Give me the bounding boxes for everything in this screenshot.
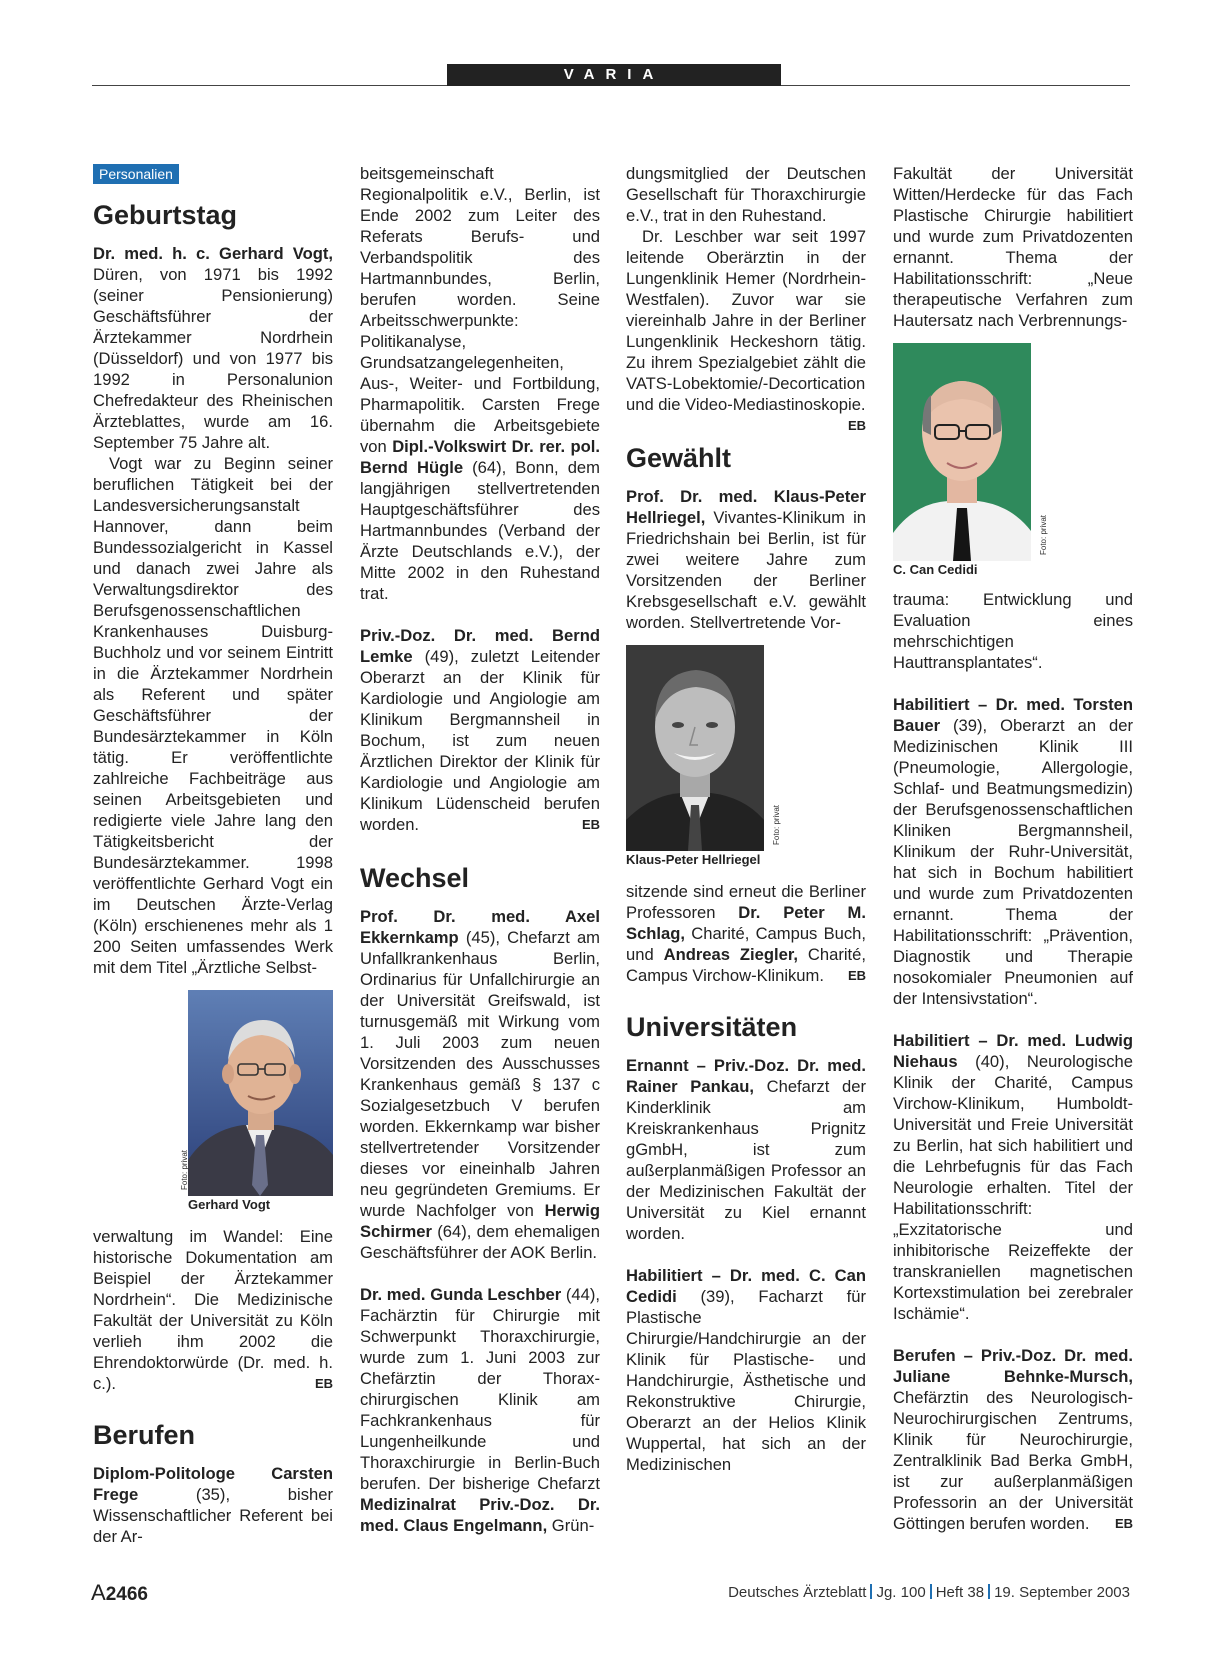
author-initials: EB (314, 1376, 333, 1391)
separator (988, 1584, 990, 1599)
paragraph: Prof. Dr. med. Axel Ekkernkamp (45), Chefarzt am Unfallkrankenhaus Berlin, Ordinarius für Unfallchirurgie an der Universität Greifswald, ist turnusgemäß mit Wirkung vom 1. Juli 2003 zum neuen Vorsitzenden des Ausschusses Krankenhaus gemäß § 137 c Sozialgesetzbuch V berufen worden. Ekkernkamp war bisher stellvertretender Vorsitzender dieses vor eineinhalb Jahren neu gegründeten Gremiums. Er wurde Nachfolger von Herwig Schirmer (64), dem ehemaligen Geschäftsführer der AOK Berlin. (360, 907, 600, 1262)
paragraph: Dr. med. h. c. Gerhard Vogt, Düren, von 1971 bis 1992 (seiner Pensionierung) Geschäftsführer der Ärztekammer Nordrhein (Düsseldorf) und von 1977 bis 1992 in Personalunion Chefredakteur des Rheinischen Ärzteblattes, wurde am 16. September 75 Jahre alt. (93, 244, 333, 452)
column-4 (893, 163, 1133, 1534)
paragraph: Habilitiert – Dr. med. Ludwig Niehaus (40), Neurologische Klinik der Charité, Campus Virchow-Klinikum, Humboldt-Universität und Freie Universität zu Berlin, hat sich habilitiert und die Lehrbefugnis für das Fach Neurologie erhalten. Titel der Habilitationsschrift: „Exzitatorische und inhibitorische Reizeffekte der transkraniellen magnetischen Kortexstimulation bei zerebraler Ischämie“. (893, 1031, 1133, 1323)
author-initials: EB (847, 418, 866, 433)
author-initials: EB (581, 817, 600, 832)
paragraph: Dr. med. Gunda Leschber (44), Fachärztin für Chirurgie mit Schwerpunkt Thoraxchirurgie, wurde zum 1. Juni 2003 zur Chefärztin der Thorax-chirurgischen Klinik am Fachkrankenhaus für Lungenheilkunde und Thoraxchirurgie in Berlin-Buch berufen. Der bisherige Chefarzt Medizinalrat Priv.-Doz. Dr. med. Claus Engelmann, Grün- (360, 1285, 600, 1535)
paragraph: Habilitiert – Dr. med. Torsten Bauer (39), Oberarzt an der Medizinischen Klinik III (Pneumologie, Allergologie, Schlaf- und Beatmungsmedizin) der Berufsgenossenschaftlichen Kliniken Bergmannsheil, Klinikum der Ruhr-Universität, hat sich in Bochum habilitiert und wurde zum Privatdozenten ernannt. Thema der Habilitationsschrift: „Prävention, Diagnostik und Therapie nosokomialer Pneumonien auf der Intensivstation“. (893, 695, 1133, 1008)
portrait-image (893, 343, 1031, 561)
heading-gewaehlt: Gewählt (626, 443, 732, 473)
photo-klaus-peter-hellriegel (626, 645, 781, 869)
journal-volume: Jg. 100 (876, 1584, 926, 1601)
paragraph: trauma: Entwicklung und Evaluation eines mehrschichtigen Hauttransplantates“. (893, 590, 1133, 672)
photo-caption: Klaus-Peter Hellriegel (626, 852, 761, 867)
author-initials: EB (1114, 1516, 1133, 1531)
portrait-image (188, 990, 333, 1196)
journal-issue: Heft 38 (935, 1584, 985, 1601)
photo-credit: Foto: privat (180, 1149, 189, 1190)
heading-wechsel: Wechsel (360, 863, 470, 893)
paragraph: verwaltung im Wandel: Eine historische Dokumentation am Beispiel der Ärztekammer Nordrhein“. Die Medizinische Fakultät der Universität zu Köln verlieh ihm 2002 die Ehrendoktorwürde (Dr. med. h. c.). EB (93, 1227, 333, 1393)
column-1 (93, 163, 333, 1547)
paragraph: dungsmitglied der Deutschen Gesellschaft für Thoraxchirurgie e.V., trat in den Ruhestand. (626, 164, 866, 225)
photo-credit: Foto: privat (1039, 514, 1048, 555)
photo-caption: Gerhard Vogt (188, 1197, 271, 1212)
photo-credit: Foto: privat (772, 804, 781, 845)
section-header: VARIA (447, 64, 781, 86)
paragraph: Diplom-Politologe Carsten Frege (35), bisher Wissenschaftlicher Referent bei der Ar- (93, 1464, 333, 1546)
paragraph: beitsgemeinschaft Regionalpolitik e.V., Berlin, ist Ende 2002 zum Leiter des Referats Berufs- und Verbandspolitik des Hartmannbundes, Berlin, berufen worden. Seine Arbeitsschwerpunkte: Politikanalyse, Grundsatzangelegenheiten, Aus-, Weiter- und Fortbildung, Pharmapolitik. Carsten Frege übernahm die Arbeitsgebiete von Dipl.-Volkswirt Dr. rer. pol. Bernd Hügle (64), Bonn, dem langjährigen stellvertretenden Hauptgeschäftsführer des Hartmannbundes (Verband der Ärzte Deutschlands e.V.), der Mitte 2002 in den Ruhestand trat. (360, 164, 600, 603)
column-3 (626, 163, 866, 1475)
heading-berufen: Berufen (93, 1420, 196, 1450)
paragraph: sitzende sind erneut die Berliner Professoren Dr. Peter M. Schlag, Charité, Campus Buch, und Andreas Ziegler, Charité, Campus Virchow-Klinikum. EB (626, 882, 866, 985)
photo-gerhard-vogt (180, 990, 333, 1214)
category-tag: Personalien (93, 164, 179, 184)
page-number (91, 1580, 148, 1606)
paragraph: Ernannt – Priv.-Doz. Dr. med. Rainer Pankau, Chefarzt der Kinderklinik am Kreiskrankenhaus Prignitz gGmbH, ist zum außerplanmäßigen Professor an der Medizinischen Fakultät der Universität zu Kiel ernannt worden. (626, 1056, 866, 1243)
page-prefix: A (91, 1580, 106, 1605)
page-number-value: 2466 (105, 1584, 148, 1605)
paragraph: Priv.-Doz. Dr. med. Bernd Lemke (49), zuletzt Leitender Oberarzt an der Klinik für Kardiologie und Angiologie am Klinikum Bergmannsheil in Bochum, ist zum neuen Ärztlichen Direktor der Klinik für Kardiologie und Angiologie am Klinikum Lüdenscheid berufen worden. EB (360, 626, 600, 834)
journal-name: Deutsches Ärzteblatt (728, 1584, 867, 1601)
journal-info (728, 1584, 1130, 1601)
separator (870, 1584, 872, 1599)
photo-caption: C. Can Cedidi (893, 562, 978, 577)
photo-c-can-cedidi (893, 343, 1053, 579)
paragraph: Habilitiert – Dr. med. C. Can Cedidi (39), Facharzt für Plastische Chirurgie/Handchirurgie an der Klinik für Plastische- und Handchirurgie, Ästhetische und Rekonstruktive Chirurgie, Oberarzt an der Helios Klinik Wuppertal, hat sich an der Medizinischen (626, 1266, 866, 1474)
heading-universitaeten: Universitäten (626, 1012, 798, 1042)
portrait-image (626, 645, 764, 851)
heading-geburtstag: Geburtstag (93, 200, 238, 230)
paragraph: Vogt war zu Beginn seiner beruflichen Tätigkeit bei der Landesversicherungsanstalt Hannover, dann beim Bundessozialgericht in Kassel und danach zwei Jahre als Verwaltungsdirektor des Berufsgenossenschaftlichen Krankenhauses Duisburg-Buchholz und vor seinem Eintritt in die Ärztekammer Nordrhein als Referent und später Geschäftsführer der Bundesärztekammer in Köln tätig. Er veröffentlichte zahlreiche Fachbeiträge aus seinen Arbeitsgebieten und redigierte viele Jahre lang den Tätigkeitsbericht der Bundesärztekammer. 1998 veröffentlichte Gerhard Vogt ein im Deutschen Ärzte-Verlag (Köln) erschienenes mehr als 1 200 Seiten umfassendes Werk mit dem Titel „Ärztliche Selbst- (93, 454, 333, 977)
separator (930, 1584, 932, 1599)
paragraph: Fakultät der Universität Witten/Herdecke für das Fach Plastische Chirurgie habilitiert und wurde zum Privatdozenten ernannt. Thema der Habilitationsschrift: „Neue therapeutische Verfahren zum Hautersatz nach Verbrennungs- (893, 164, 1133, 330)
column-2 (360, 163, 600, 1536)
paragraph: Berufen – Priv.-Doz. Dr. med. Juliane Behnke-Mursch, Chefärztin des Neurologisch-Neurochirurgischen Zentrums, Klinik für Neurochirurgie, Zentralklinik Bad Berka GmbH, ist zur außerplanmäßigen Professorin an der Universität Göttingen berufen worden. EB (893, 1346, 1133, 1533)
author-initials: EB (847, 968, 866, 983)
paragraph: Prof. Dr. med. Klaus-Peter Hellriegel, Vivantes-Klinikum in Friedrichshain bei Berlin, ist für zwei weitere Jahre zum Vorsitzenden der Berliner Krebsgesellschaft e.V. gewählt worden. Stellvertretende Vor- (626, 487, 866, 632)
journal-date: 19. September 2003 (994, 1584, 1130, 1601)
paragraph: Dr. Leschber war seit 1997 leitende Oberärztin in der Lungenklinik Hemer (Nordrhein-Westfalen). Zuvor war sie viereinhalb Jahre in der Berliner Lungenklinik Heckeshorn tätig. Zu ihrem Spezialgebiet zählt die VATS-Lobektomie/-Decortication und die Video-Mediastinoskopie. EB (626, 226, 866, 415)
